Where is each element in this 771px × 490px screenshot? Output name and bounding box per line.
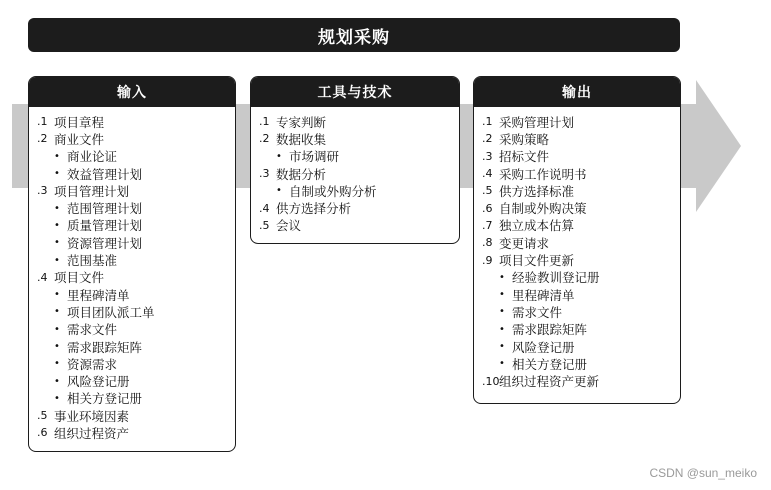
list-item	[37, 424, 227, 441]
item-number: .5	[259, 218, 270, 232]
sub-item	[482, 303, 672, 320]
list-item	[37, 182, 227, 199]
outputs-box	[473, 76, 681, 404]
sub-item	[37, 390, 227, 407]
item-label: 独立成本估算	[499, 218, 575, 234]
sub-item	[482, 355, 672, 372]
item-label: 事业环境因素	[54, 408, 130, 424]
bullet-icon: •	[499, 323, 505, 335]
list-item	[259, 165, 451, 182]
item-number: .2	[37, 132, 48, 146]
list-item	[37, 130, 227, 147]
item-label: 组织过程资产	[54, 426, 130, 441]
sub-item-label: 资源需求	[67, 356, 118, 372]
sub-item-label: 资源管理计划	[67, 235, 143, 251]
sub-item	[37, 303, 227, 320]
list-item	[37, 269, 227, 286]
item-number: .3	[482, 149, 493, 163]
sub-item	[37, 338, 227, 355]
item-number: .5	[482, 184, 493, 198]
list-item	[482, 199, 672, 216]
sub-item-label: 里程碑清单	[512, 287, 575, 303]
item-number: .3	[259, 167, 270, 181]
item-label: 商业文件	[54, 131, 105, 147]
item-number: .4	[482, 167, 493, 181]
item-label: 采购策略	[499, 131, 550, 147]
item-number: .8	[482, 236, 493, 250]
item-number: .9	[482, 253, 493, 267]
item-number: .4	[37, 270, 48, 284]
item-label: 采购工作说明书	[499, 166, 587, 182]
sub-item-label: 里程碑清单	[67, 287, 130, 303]
list-item	[259, 130, 451, 147]
list-item	[37, 407, 227, 424]
sub-item	[37, 251, 227, 268]
item-label: 项目章程	[54, 114, 105, 130]
bullet-icon: •	[499, 271, 505, 283]
item-number: .2	[259, 132, 270, 146]
sub-item-label: 风险登记册	[512, 339, 575, 355]
list-item	[259, 217, 451, 234]
item-number: .1	[482, 115, 493, 129]
sub-item-label: 需求文件	[67, 322, 118, 338]
sub-item-label: 风险登记册	[67, 374, 130, 390]
sub-item	[37, 148, 227, 165]
item-label: 项目管理计划	[54, 183, 130, 199]
sub-item	[37, 355, 227, 372]
tools-box	[250, 76, 460, 244]
sub-item	[37, 372, 227, 389]
sub-item	[482, 269, 672, 286]
sub-item-label: 需求文件	[512, 304, 563, 320]
inputs-box	[28, 76, 236, 452]
watermark: CSDN @sun_meiko	[649, 466, 757, 480]
list-item	[482, 148, 672, 165]
sub-item	[37, 199, 227, 216]
item-number: .4	[259, 201, 270, 215]
bullet-icon: •	[54, 289, 60, 301]
item-number: .6	[482, 201, 493, 215]
item-label: 数据分析	[276, 166, 327, 182]
sub-item	[482, 338, 672, 355]
bullet-icon: •	[54, 219, 60, 231]
list-item	[482, 217, 672, 234]
bullet-icon: •	[54, 306, 60, 318]
bullet-icon: •	[276, 150, 282, 162]
sub-item-label: 相关方登记册	[67, 391, 143, 407]
item-label: 项目文件	[54, 270, 105, 286]
bullet-icon: •	[499, 358, 505, 370]
bullet-icon: •	[54, 168, 60, 180]
item-label: 变更请求	[499, 235, 550, 251]
list-item	[482, 372, 672, 389]
list-item	[482, 113, 672, 130]
item-number: .5	[37, 409, 48, 423]
outputs-list	[474, 107, 680, 394]
list-item	[259, 199, 451, 216]
item-number: .1	[259, 115, 270, 129]
sub-item	[37, 165, 227, 182]
bullet-icon: •	[499, 306, 505, 318]
sub-item-label: 需求跟踪矩阵	[67, 339, 143, 355]
bullet-icon: •	[499, 289, 505, 301]
item-label: 供方选择标准	[499, 183, 575, 199]
item-label: 会议	[276, 218, 302, 234]
list-item	[482, 130, 672, 147]
sub-item	[482, 286, 672, 303]
item-label: 组织过程资产更新	[499, 374, 600, 390]
bullet-icon: •	[276, 185, 282, 197]
item-label: 数据收集	[276, 131, 327, 147]
sub-item	[259, 148, 451, 165]
sub-item	[37, 217, 227, 234]
sub-item-label: 相关方登记册	[512, 356, 588, 372]
list-item	[37, 113, 227, 130]
bullet-icon: •	[54, 392, 60, 404]
item-label: 采购管理计划	[499, 114, 575, 130]
bullet-icon: •	[54, 358, 60, 370]
list-item	[259, 113, 451, 130]
bullet-icon: •	[54, 254, 60, 266]
process-title: 规划采购	[28, 18, 680, 52]
sub-item	[259, 182, 451, 199]
item-number: .10	[482, 374, 500, 388]
sub-item-label: 范围基准	[67, 253, 118, 269]
item-label: 项目文件更新	[499, 253, 575, 269]
sub-item	[37, 234, 227, 251]
sub-item-label: 商业论证	[67, 149, 118, 165]
item-number: .7	[482, 218, 493, 232]
item-label: 供方选择分析	[276, 201, 352, 217]
bullet-icon: •	[54, 341, 60, 352]
bullet-icon: •	[54, 323, 60, 335]
bullet-icon: •	[54, 202, 60, 214]
outputs-header: 输出	[474, 77, 680, 107]
bullet-icon: •	[499, 341, 505, 352]
sub-item-label: 效益管理计划	[67, 166, 143, 182]
item-number: .3	[37, 184, 48, 198]
sub-item-label: 经验教训登记册	[512, 270, 600, 286]
sub-item-label: 自制或外购分析	[289, 183, 377, 199]
sub-item-label: 质量管理计划	[67, 218, 143, 234]
inputs-list	[29, 107, 235, 446]
bullet-icon: •	[54, 150, 60, 162]
sub-item	[37, 286, 227, 303]
item-number: .2	[482, 132, 493, 146]
item-number: .1	[37, 115, 48, 129]
list-item	[482, 182, 672, 199]
item-number: .6	[37, 426, 48, 440]
list-item	[482, 251, 672, 268]
inputs-header: 输入	[29, 77, 235, 107]
item-label: 招标文件	[499, 149, 550, 165]
sub-item	[37, 321, 227, 338]
list-item	[482, 234, 672, 251]
sub-item-label: 需求跟踪矩阵	[512, 322, 588, 338]
sub-item-label: 市场调研	[289, 149, 340, 165]
item-label: 专家判断	[276, 114, 327, 130]
tools-list	[251, 107, 459, 238]
sub-item-label: 范围管理计划	[67, 201, 143, 217]
tools-header: 工具与技术	[251, 77, 459, 107]
sub-item-label: 项目团队派工单	[67, 304, 155, 320]
list-item	[482, 165, 672, 182]
sub-item	[482, 321, 672, 338]
bullet-icon: •	[54, 237, 60, 249]
bullet-icon: •	[54, 375, 60, 387]
item-label: 自制或外购决策	[499, 201, 587, 217]
